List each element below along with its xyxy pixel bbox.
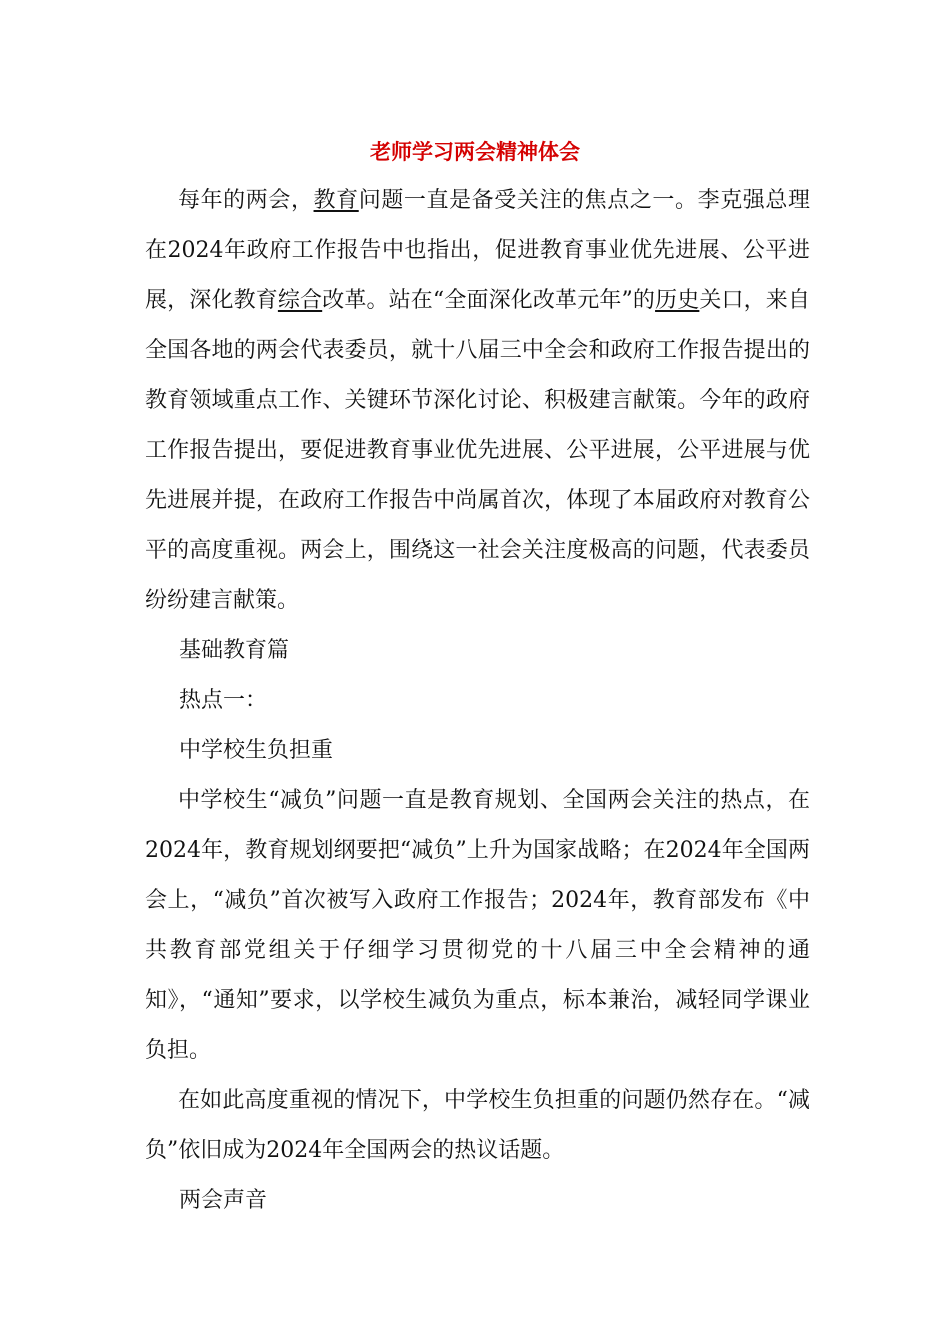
link-history[interactable]: 历史 [655,288,700,313]
topic-heading: 中学校生负担重 [179,738,334,763]
burden-paragraph: 中学校生“减负”问题一直是教育规划、全国两会关注的热点，在2024年，教育规划纲要把“减负”上升为国家战略；在2024年全国两会上，“减负”首次被写入政府工作报告；2024年，教育部发布《中共教育部党组关于仔细学习贯彻党的十八届三中全会精神的通知》，“通知”要求，以学校生减负为重点，标本兼治，减轻同学课业负担。 [145,788,811,1063]
section-heading-basic-education: 基础教育篇 [179,638,290,663]
document-title: 老师学习两会精神体会 [370,139,580,164]
status-paragraph: 在如此高度重视的情况下，中学校生负担重的问题仍然存在。“减负”依旧成为2024年全国两会的热议话题。 [145,1088,810,1163]
document-body [145,176,810,1226]
section-heading-voices: 两会声音 [179,1188,268,1213]
link-comprehensive[interactable]: 综合 [277,288,323,313]
intro-text-4: 关口，来自全国各地的两会代表委员，就十八届三中全会和政府工作报告提出的教育领域重点工作、关键环节深化讨论、积极建言献策。今年的政府工作报告提出，要促进教育事业优先进展、公平进展，公平进展与优先进展并提，在政府工作报告中尚属首次，体现了本届政府对教育公平的高度重视。两会上，围绕这一社会关注度极高的问题，代表委员纷纷建言献策。 [145,288,810,613]
intro-text-3: 改革。站在“全面深化改革元年”的 [322,288,656,313]
link-education[interactable]: 教育 [313,188,359,213]
hotspot-heading: 热点一： [179,688,268,713]
intro-text-1: 每年的两会， [178,188,314,213]
intro-paragraph [145,176,810,626]
intro-text-2: 问题一直是备受关注的焦点之一。李克强总理在2024年政府工作报告中也指出，促进教育事业优先进展、公平进展，深化教育 [145,188,810,313]
